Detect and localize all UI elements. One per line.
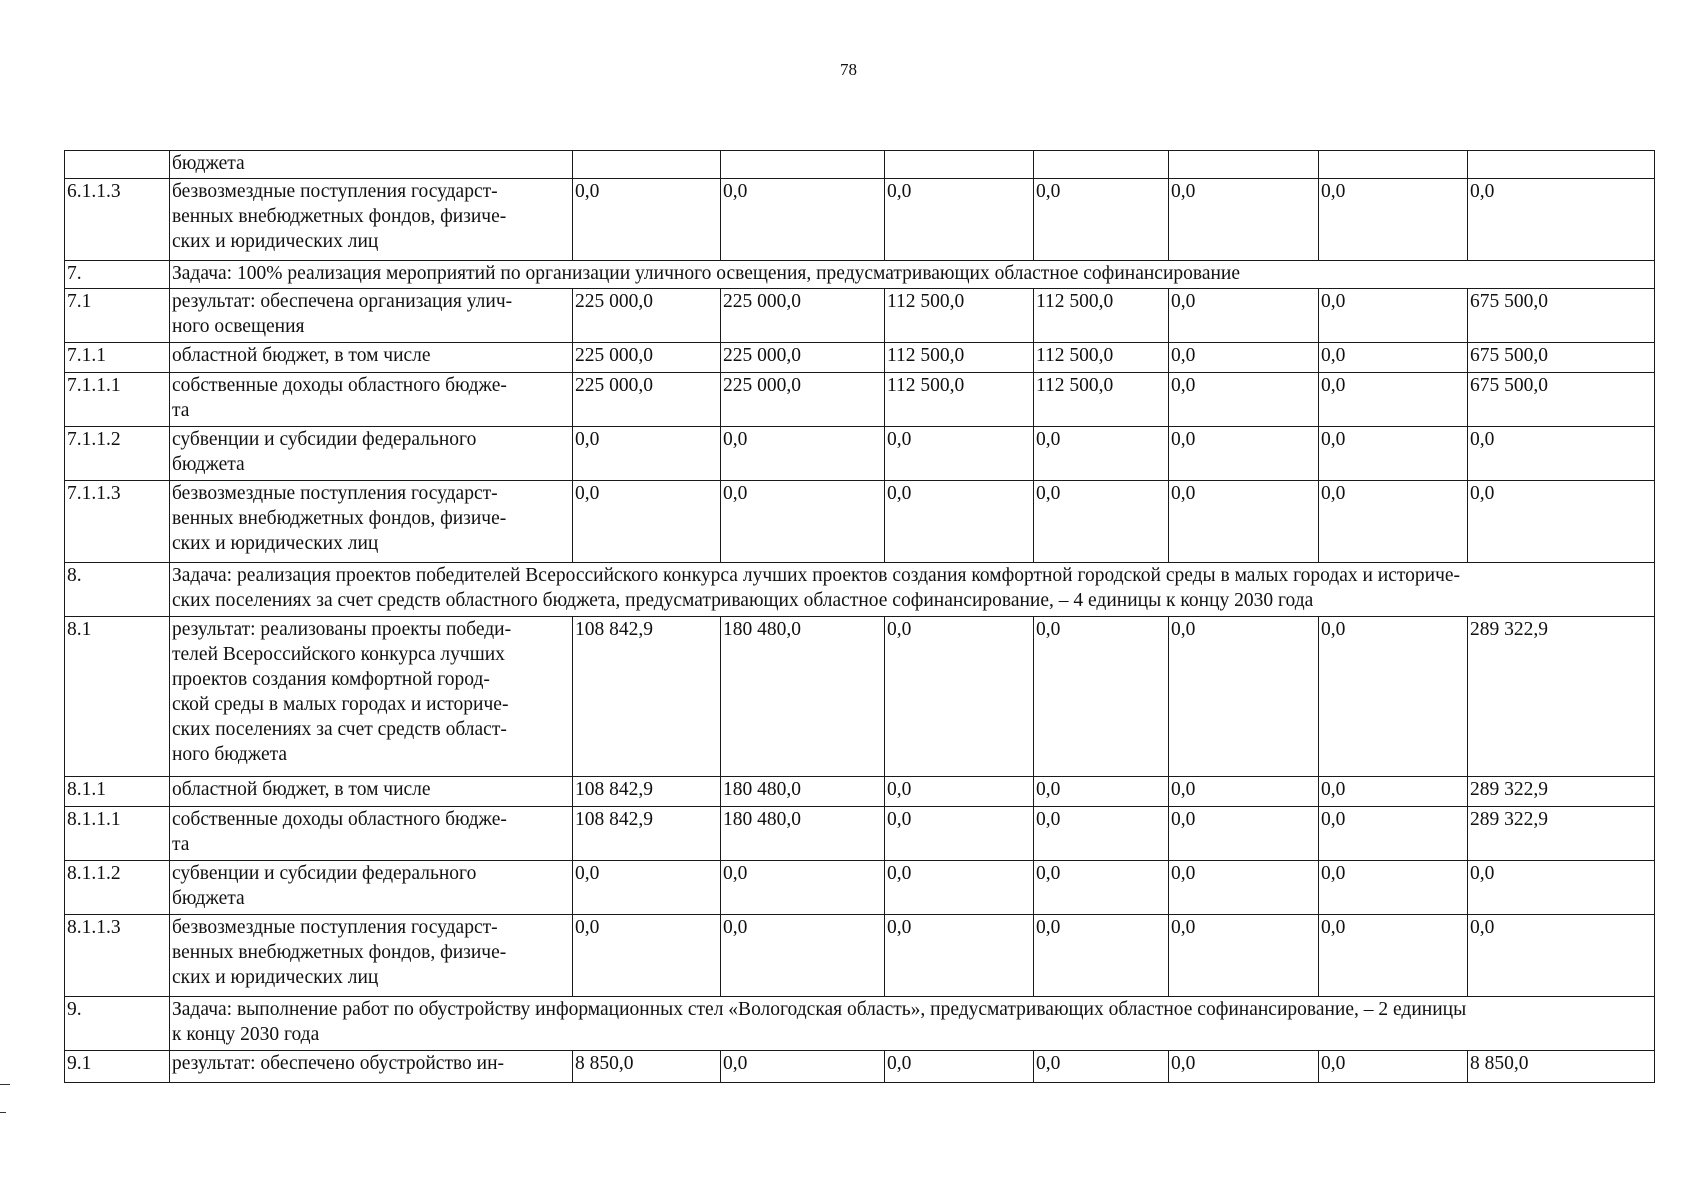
table-body bbox=[65, 151, 1655, 1083]
value-cell: 112 500,0 bbox=[885, 343, 1034, 373]
value-cell: 0,0 bbox=[885, 427, 1034, 481]
value-cell: 0,0 bbox=[1319, 179, 1468, 261]
value-cell: 0,0 bbox=[885, 777, 1034, 807]
value-cell: 0,0 bbox=[573, 179, 721, 261]
value-cell: 0,0 bbox=[1169, 289, 1319, 343]
value-cell bbox=[1319, 151, 1468, 179]
table-row bbox=[65, 777, 1655, 807]
value-cell: 0,0 bbox=[1169, 481, 1319, 563]
value-cell: 675 500,0 bbox=[1468, 289, 1655, 343]
value-cell: 0,0 bbox=[1169, 373, 1319, 427]
value-cell: 0,0 bbox=[721, 915, 885, 997]
value-cell: 0,0 bbox=[1034, 861, 1169, 915]
row-label: безвозмездные поступления государст- венных внебюджетных фондов, физиче- ских и юридических лиц bbox=[170, 915, 573, 997]
value-cell: 289 322,9 bbox=[1468, 777, 1655, 807]
row-number: 8.1.1 bbox=[65, 777, 170, 807]
task-description: Задача: 100% реализация мероприятий по организации уличного освещения, предусматривающих областное софинансирование bbox=[170, 261, 1655, 289]
value-cell bbox=[721, 151, 885, 179]
value-cell bbox=[1468, 151, 1655, 179]
value-cell: 0,0 bbox=[1468, 481, 1655, 563]
row-label: областной бюджет, в том числе bbox=[170, 777, 573, 807]
row-number: 6.1.1.3 bbox=[65, 179, 170, 261]
row-number: 8.1.1.1 bbox=[65, 807, 170, 861]
value-cell bbox=[573, 151, 721, 179]
table-row bbox=[65, 289, 1655, 343]
row-number: 7.1.1.3 bbox=[65, 481, 170, 563]
value-cell: 8 850,0 bbox=[573, 1051, 721, 1083]
row-label: результат: обеспечена организация улич- ного освещения bbox=[170, 289, 573, 343]
value-cell: 108 842,9 bbox=[573, 777, 721, 807]
value-cell: 112 500,0 bbox=[885, 373, 1034, 427]
value-cell: 0,0 bbox=[721, 481, 885, 563]
row-label: безвозмездные поступления государст- венных внебюджетных фондов, физиче- ских и юридических лиц bbox=[170, 481, 573, 563]
table-row bbox=[65, 427, 1655, 481]
value-cell: 0,0 bbox=[885, 807, 1034, 861]
value-cell bbox=[1169, 151, 1319, 179]
value-cell: 289 322,9 bbox=[1468, 617, 1655, 777]
row-label: безвозмездные поступления государст- венных внебюджетных фондов, физиче- ских и юридических лиц bbox=[170, 179, 573, 261]
value-cell: 0,0 bbox=[1169, 179, 1319, 261]
value-cell: 0,0 bbox=[721, 179, 885, 261]
row-label: областной бюджет, в том числе bbox=[170, 343, 573, 373]
row-number: 9.1 bbox=[65, 1051, 170, 1083]
value-cell: 0,0 bbox=[1319, 617, 1468, 777]
row-label: собственные доходы областного бюдже- та bbox=[170, 807, 573, 861]
value-cell: 0,0 bbox=[1468, 915, 1655, 997]
value-cell: 0,0 bbox=[1034, 777, 1169, 807]
value-cell: 180 480,0 bbox=[721, 807, 885, 861]
value-cell: 225 000,0 bbox=[721, 373, 885, 427]
value-cell: 0,0 bbox=[1034, 179, 1169, 261]
table-row bbox=[65, 915, 1655, 997]
row-number: 7.1 bbox=[65, 289, 170, 343]
task-description: Задача: выполнение работ по обустройству информационных стел «Вологодская область», предусматривающих областное софинансирование, – 2 единицы к концу 2030 года bbox=[170, 997, 1655, 1051]
row-number: 8.1.1.2 bbox=[65, 861, 170, 915]
value-cell: 0,0 bbox=[1319, 807, 1468, 861]
table-row bbox=[65, 481, 1655, 563]
value-cell: 0,0 bbox=[1319, 289, 1468, 343]
value-cell: 0,0 bbox=[1169, 777, 1319, 807]
value-cell: 0,0 bbox=[885, 1051, 1034, 1083]
table-row bbox=[65, 373, 1655, 427]
row-label: результат: обеспечено обустройство ин- bbox=[170, 1051, 573, 1083]
value-cell: 0,0 bbox=[1319, 373, 1468, 427]
value-cell: 0,0 bbox=[1034, 1051, 1169, 1083]
value-cell: 0,0 bbox=[1169, 427, 1319, 481]
value-cell: 0,0 bbox=[573, 915, 721, 997]
row-number: 7. bbox=[65, 261, 170, 289]
value-cell: 0,0 bbox=[1034, 617, 1169, 777]
value-cell: 0,0 bbox=[1169, 343, 1319, 373]
value-cell: 0,0 bbox=[721, 427, 885, 481]
row-label: результат: реализованы проекты победи- телей Всероссийского конкурса лучших проектов создания комфортной город- ской среды в малых городах и историче- ских поселениях за счет средств област- ного бюджета bbox=[170, 617, 573, 777]
value-cell: 0,0 bbox=[885, 915, 1034, 997]
value-cell: 0,0 bbox=[1034, 915, 1169, 997]
table-row bbox=[65, 807, 1655, 861]
value-cell: 0,0 bbox=[1319, 1051, 1468, 1083]
value-cell: 0,0 bbox=[1034, 807, 1169, 861]
value-cell: 289 322,9 bbox=[1468, 807, 1655, 861]
value-cell: 0,0 bbox=[1169, 1051, 1319, 1083]
value-cell: 0,0 bbox=[1468, 427, 1655, 481]
value-cell: 0,0 bbox=[721, 861, 885, 915]
value-cell: 0,0 bbox=[573, 481, 721, 563]
value-cell: 0,0 bbox=[1319, 481, 1468, 563]
value-cell: 225 000,0 bbox=[573, 343, 721, 373]
value-cell: 225 000,0 bbox=[573, 289, 721, 343]
row-number: 7.1.1 bbox=[65, 343, 170, 373]
value-cell: 0,0 bbox=[1319, 343, 1468, 373]
value-cell: 0,0 bbox=[1319, 861, 1468, 915]
task-row bbox=[65, 261, 1655, 289]
value-cell: 225 000,0 bbox=[573, 373, 721, 427]
task-row bbox=[65, 997, 1655, 1051]
table-row bbox=[65, 617, 1655, 777]
value-cell: 180 480,0 bbox=[721, 777, 885, 807]
value-cell: 225 000,0 bbox=[721, 289, 885, 343]
value-cell bbox=[885, 151, 1034, 179]
value-cell: 0,0 bbox=[1169, 617, 1319, 777]
value-cell: 0,0 bbox=[1034, 427, 1169, 481]
value-cell: 0,0 bbox=[885, 481, 1034, 563]
value-cell: 8 850,0 bbox=[1468, 1051, 1655, 1083]
row-label: бюджета bbox=[170, 151, 573, 179]
value-cell: 108 842,9 bbox=[573, 617, 721, 777]
value-cell bbox=[1034, 151, 1169, 179]
row-label: субвенции и субсидии федерального бюджета bbox=[170, 861, 573, 915]
value-cell: 180 480,0 bbox=[721, 617, 885, 777]
value-cell: 0,0 bbox=[885, 861, 1034, 915]
value-cell: 0,0 bbox=[885, 617, 1034, 777]
row-number: 8.1.1.3 bbox=[65, 915, 170, 997]
value-cell: 108 842,9 bbox=[573, 807, 721, 861]
row-number: 8. bbox=[65, 563, 170, 617]
value-cell: 0,0 bbox=[1468, 861, 1655, 915]
row-number: 8.1 bbox=[65, 617, 170, 777]
value-cell: 0,0 bbox=[573, 861, 721, 915]
value-cell: 0,0 bbox=[1468, 179, 1655, 261]
value-cell: 0,0 bbox=[1169, 861, 1319, 915]
value-cell: 0,0 bbox=[1034, 481, 1169, 563]
value-cell: 0,0 bbox=[1319, 427, 1468, 481]
value-cell: 0,0 bbox=[1169, 915, 1319, 997]
value-cell: 0,0 bbox=[1319, 915, 1468, 997]
value-cell: 0,0 bbox=[1319, 777, 1468, 807]
margin-mark bbox=[0, 1084, 10, 1085]
value-cell: 112 500,0 bbox=[885, 289, 1034, 343]
row-number bbox=[65, 151, 170, 179]
table-row bbox=[65, 1051, 1655, 1083]
value-cell: 675 500,0 bbox=[1468, 373, 1655, 427]
value-cell: 112 500,0 bbox=[1034, 289, 1169, 343]
margin-mark bbox=[0, 1112, 6, 1113]
row-label: собственные доходы областного бюдже- та bbox=[170, 373, 573, 427]
table-row bbox=[65, 151, 1655, 179]
value-cell: 675 500,0 bbox=[1468, 343, 1655, 373]
row-number: 7.1.1.2 bbox=[65, 427, 170, 481]
value-cell: 0,0 bbox=[885, 179, 1034, 261]
value-cell: 225 000,0 bbox=[721, 343, 885, 373]
value-cell: 0,0 bbox=[721, 1051, 885, 1083]
row-number: 9. bbox=[65, 997, 170, 1051]
task-description: Задача: реализация проектов победителей Всероссийского конкурса лучших проектов создания комфортной городской среды в малых городах и историче- ских поселениях за счет средств областного бюджета, предусматривающих областное софинансирование, – 4 единицы к концу 2030 года bbox=[170, 563, 1655, 617]
table-row bbox=[65, 343, 1655, 373]
value-cell: 112 500,0 bbox=[1034, 343, 1169, 373]
row-label: субвенции и субсидии федерального бюджета bbox=[170, 427, 573, 481]
value-cell: 0,0 bbox=[573, 427, 721, 481]
row-number: 7.1.1.1 bbox=[65, 373, 170, 427]
task-row bbox=[65, 563, 1655, 617]
value-cell: 112 500,0 bbox=[1034, 373, 1169, 427]
value-cell: 0,0 bbox=[1169, 807, 1319, 861]
table-row bbox=[65, 179, 1655, 261]
page-number: 78 bbox=[840, 60, 857, 79]
table-row bbox=[65, 861, 1655, 915]
budget-table bbox=[64, 150, 1655, 1083]
